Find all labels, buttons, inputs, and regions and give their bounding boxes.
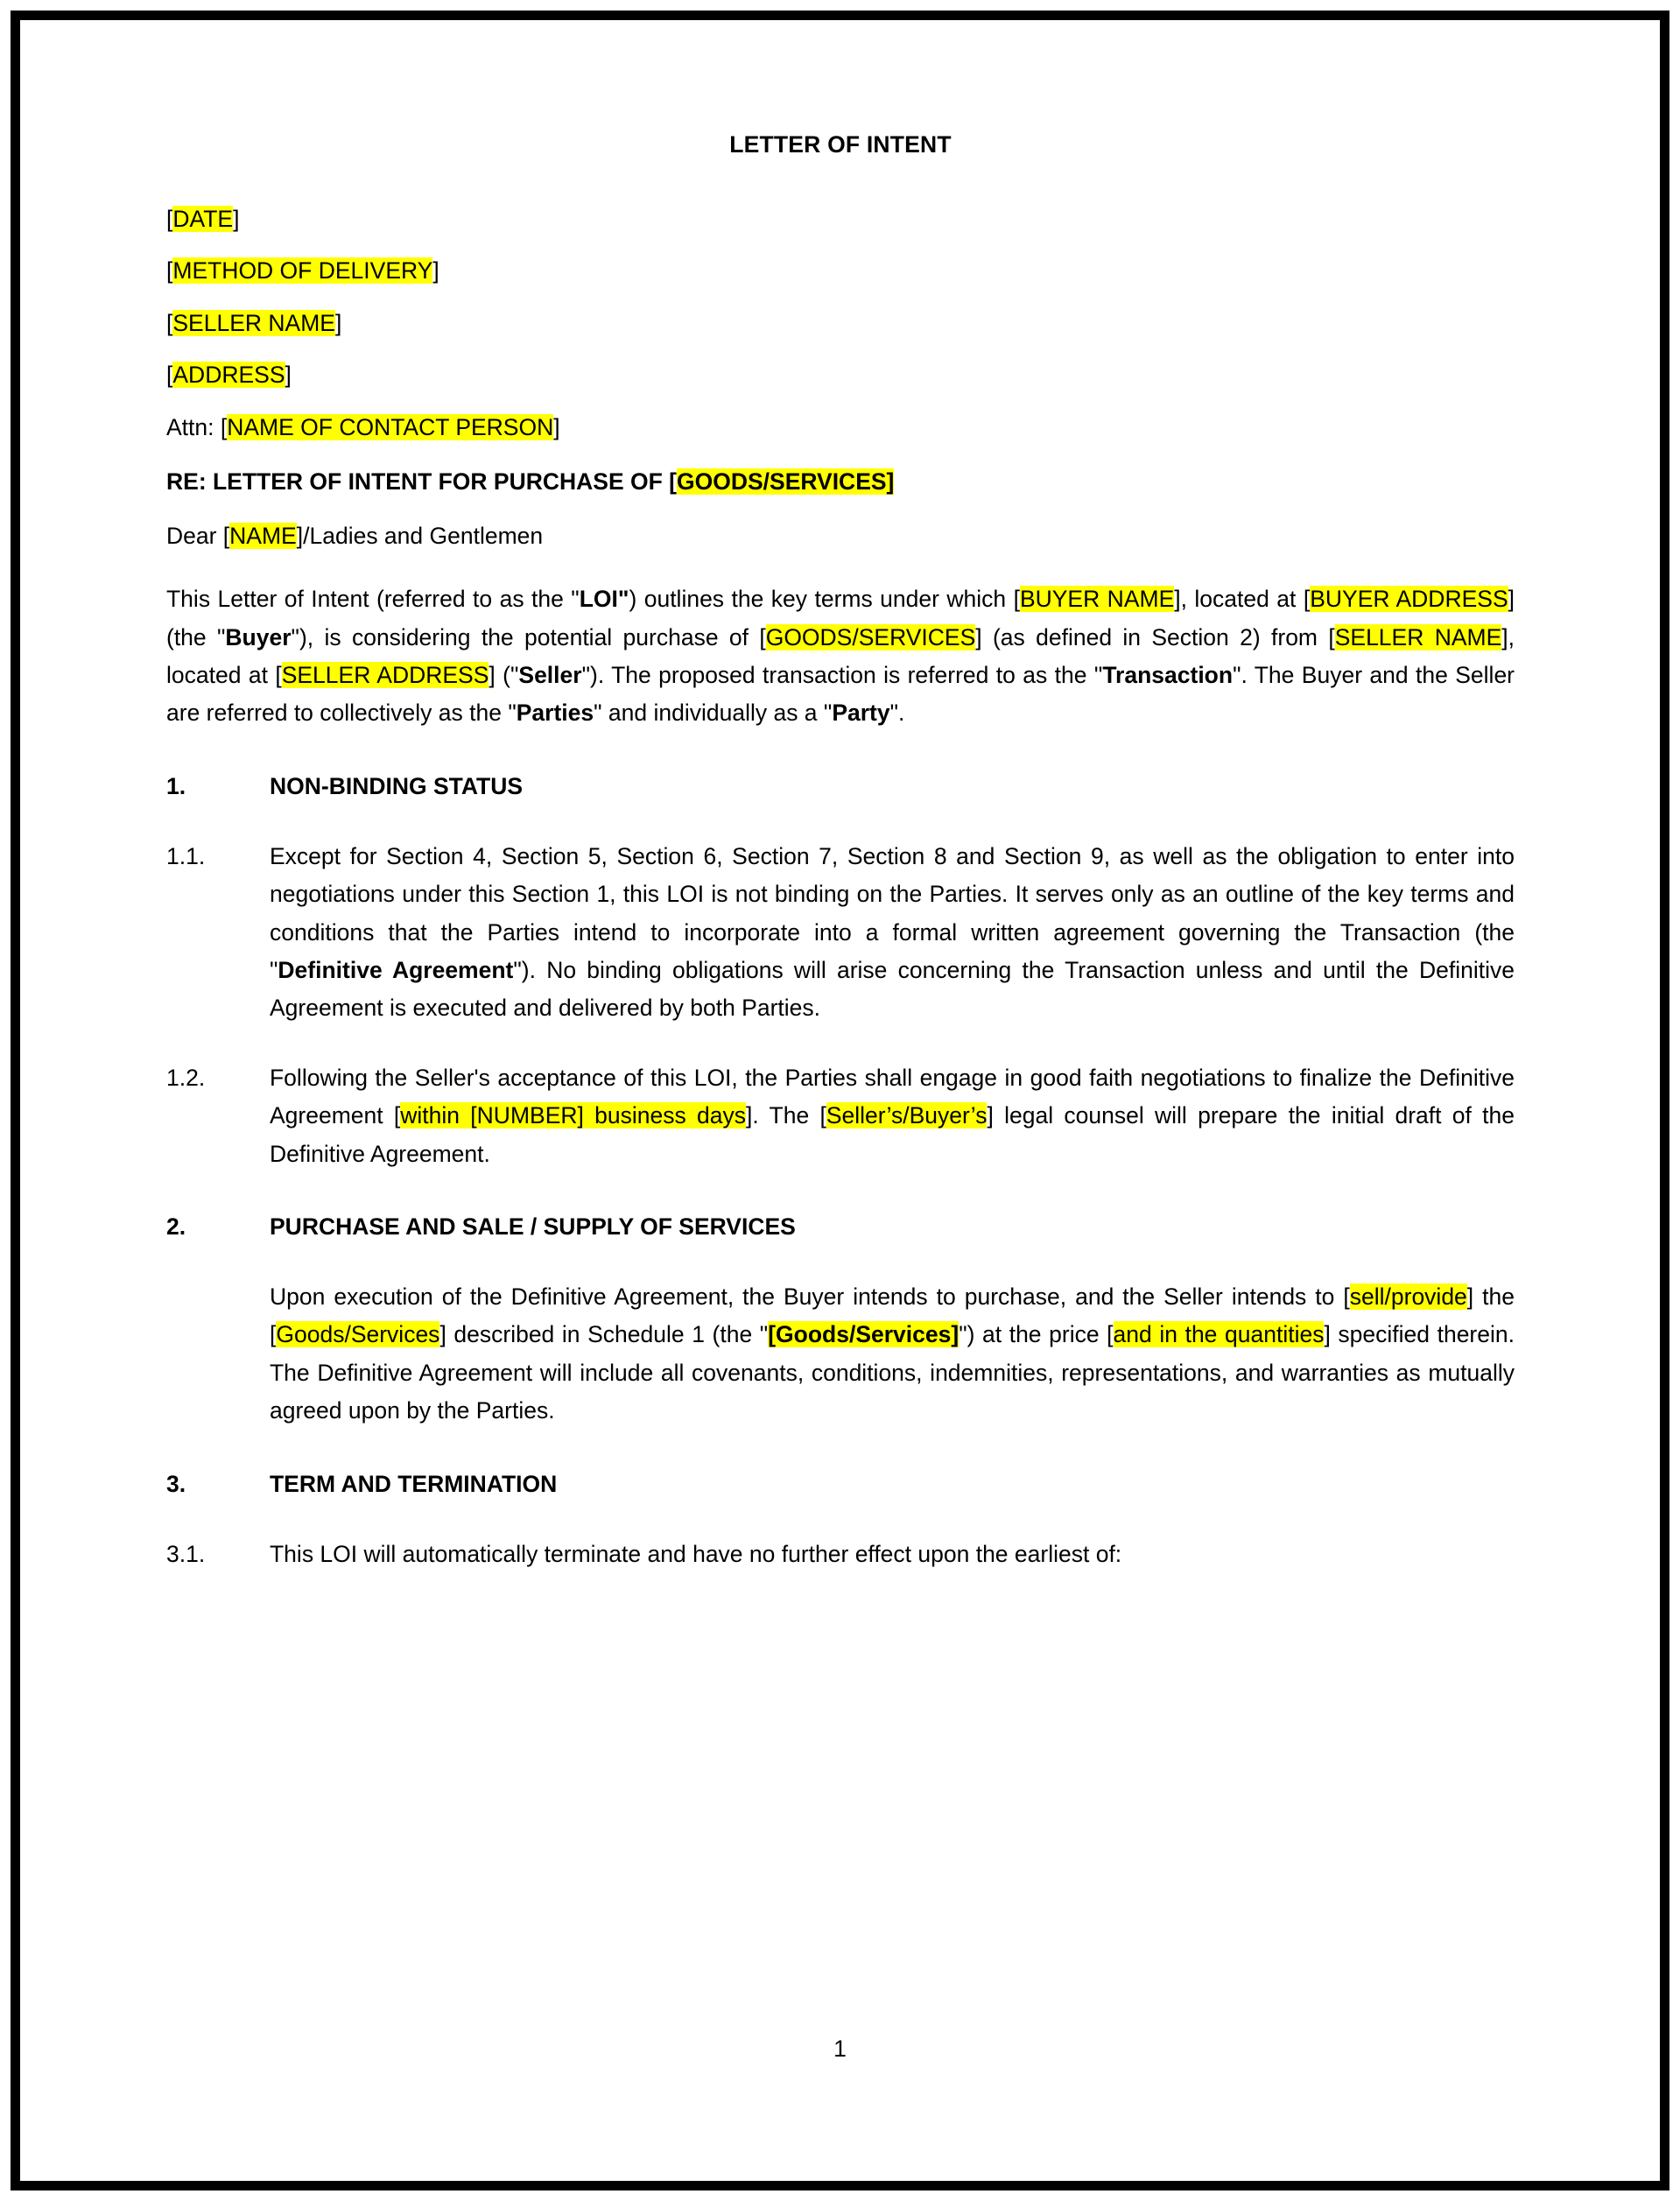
placeholder-buyer-address: BUYER ADDRESS <box>1310 586 1508 613</box>
section-2-text-5: ] specified therein. The Definitive Agreement will include all covenants, conditions, indemnities, representations, and warranties as mutually agreed upon by the Parties. <box>270 1321 1515 1424</box>
term-buyer: Buyer <box>225 623 292 650</box>
section-title-1: NON-BINDING STATUS <box>270 772 524 799</box>
intro-text-1: This Letter of Intent (referred to as the " <box>166 586 580 613</box>
placeholder-goods-services-2: Goods/Services <box>276 1321 440 1348</box>
placeholder-name: NAME <box>229 522 297 549</box>
intro-text-2: ) outlines the key terms under which [ <box>629 586 1020 613</box>
bracket-open: [ <box>166 206 173 232</box>
clause-1-2-text-1: Following the Seller's acceptance of this LOI, the Parties shall engage in good faith negotiations to finalize the Definitive Agreement [ <box>270 1064 1515 1129</box>
page-number: 1 <box>833 2036 847 2062</box>
bracket-close: ] <box>432 257 439 285</box>
section-2-text-4: ") at the price [ <box>959 1321 1114 1348</box>
placeholder-seller-name-2: SELLER NAME <box>1334 623 1502 650</box>
bracket-close: ] <box>233 206 240 232</box>
term-parties: Parties <box>516 700 594 727</box>
attn-label: Attn: [ <box>166 413 228 440</box>
section-2-paragraph <box>270 1278 1515 1431</box>
clause-1-1-text-2: "). No binding obligations will arise concerning the Transaction unless and until the Definitive Agreement is executed and delivered by both Parties. <box>270 957 1515 1022</box>
clause-text-1-2 <box>270 1059 1515 1173</box>
address-line-address <box>166 360 1515 390</box>
address-block <box>166 204 1515 442</box>
clause-text-1-1 <box>270 838 1515 1028</box>
clause-1-1-text-1: Except for Section 4, Section 5, Section 6, Section 7, Section 8 and Section 9, as well as the obligation to enter into negotiations under this Section 1, this LOI is not binding on the Parties. It serves only as an outline of the key terms and conditions that the Parties intend to incorporate into a formal written agreement governing the Transaction (the " <box>270 842 1515 983</box>
document-content <box>166 131 1515 1605</box>
placeholder-contact-person: NAME OF CONTACT PERSON <box>227 413 554 440</box>
clause-1-2-text-2: ]. The [ <box>746 1102 826 1129</box>
clause-number-3-1: 3.1. <box>166 1540 206 1567</box>
bracket-close: ] <box>285 362 292 389</box>
term-loi: LOI" <box>579 586 629 613</box>
salutation-trail: ]/Ladies and Gentlemen <box>296 522 544 549</box>
placeholder-sellers-buyers: Seller’s/Buyer’s <box>826 1102 988 1129</box>
term-party: Party <box>832 700 890 727</box>
clause-text-3-1: This LOI will automatically terminate and have no further effect upon the earliest of: <box>270 1540 1122 1567</box>
section-heading-1 <box>166 771 1515 803</box>
address-line-attn <box>166 412 1515 442</box>
intro-text-8: ] (" <box>489 661 519 688</box>
placeholder-business-days: within [NUMBER] business days <box>400 1102 746 1129</box>
address-line-method-of-delivery <box>166 256 1515 285</box>
section-number-3: 3. <box>166 1470 186 1497</box>
re-lead-text: RE: LETTER OF INTENT FOR PURCHASE OF [ <box>166 468 677 496</box>
address-line-date <box>166 204 1515 234</box>
section-title-2: PURCHASE AND SALE / SUPPLY OF SERVICES <box>270 1213 796 1241</box>
salutation-line <box>166 521 1515 551</box>
bracket-open: [ <box>166 309 173 336</box>
clause-1-1 <box>166 838 1515 1028</box>
bracket-open: [ <box>166 257 173 285</box>
term-transaction: Transaction <box>1102 661 1234 688</box>
placeholder-sell-provide: sell/provide <box>1349 1283 1467 1311</box>
intro-text-6: ] (as defined in Section 2) from [ <box>975 623 1335 650</box>
clause-number-1-2: 1.2. <box>166 1064 206 1091</box>
clause-number-1-1: 1.1. <box>166 842 206 869</box>
intro-text-7: ], located at [ <box>166 623 1515 688</box>
section-number-2: 2. <box>166 1213 186 1241</box>
section-2-text-3: ] described in Schedule 1 (the " <box>439 1321 769 1348</box>
clause-3-1 <box>166 1536 1515 1573</box>
intro-text-12: ". <box>889 700 905 727</box>
section-2-text-2: ] the [ <box>270 1283 1515 1348</box>
intro-text-11: " and individually as a " <box>594 700 833 727</box>
bracket-open: [ <box>166 362 173 389</box>
intro-text-5: "), is considering the potential purchase of [ <box>291 623 766 650</box>
placeholder-method-of-delivery: METHOD OF DELIVERY <box>172 257 433 285</box>
placeholder-date: DATE <box>172 206 234 232</box>
intro-paragraph <box>166 580 1515 733</box>
page-title: LETTER OF INTENT <box>729 131 952 158</box>
clause-1-2-text-3: ] legal counsel will prepare the initial draft of the Definitive Agreement. <box>270 1102 1515 1167</box>
salutation-lead: Dear [ <box>166 522 230 549</box>
term-seller: Seller <box>518 661 582 688</box>
section-title-3: TERM AND TERMINATION <box>270 1470 558 1497</box>
placeholder-quantities: and in the quantities <box>1113 1321 1325 1348</box>
intro-text-4: ] (the " <box>166 586 1515 650</box>
section-heading-2 <box>166 1212 1515 1243</box>
intro-text-9: "). The proposed transaction is referred to as the " <box>581 661 1103 688</box>
section-heading-3 <box>166 1469 1515 1501</box>
address-line-seller-name <box>166 308 1515 338</box>
placeholder-goods-services-defined-term: [Goods/Services] <box>768 1321 959 1348</box>
clause-1-2 <box>166 1059 1515 1173</box>
placeholder-goods-services-1: GOODS/SERVICES <box>765 623 976 650</box>
placeholder-seller-address: SELLER ADDRESS <box>281 661 489 688</box>
intro-text-3: ], located at [ <box>1174 586 1311 613</box>
intro-text-10: ". The Buyer and the Seller are referred to collectively as the " <box>166 661 1515 727</box>
re-subject-line <box>166 467 1515 496</box>
placeholder-goods-services-subject: GOODS/SERVICES] <box>677 468 895 496</box>
placeholder-address: ADDRESS <box>172 362 285 389</box>
bracket-close: ] <box>334 309 342 336</box>
placeholder-seller-name: SELLER NAME <box>172 309 335 336</box>
section-2-text-1: Upon execution of the Definitive Agreement, the Buyer intends to purchase, and the Seller intends to [ <box>270 1283 1350 1311</box>
section-number-1: 1. <box>166 772 186 799</box>
bracket-close: ] <box>553 413 560 440</box>
term-definitive-agreement: Definitive Agreement <box>278 957 514 983</box>
placeholder-buyer-name: BUYER NAME <box>1019 586 1175 613</box>
